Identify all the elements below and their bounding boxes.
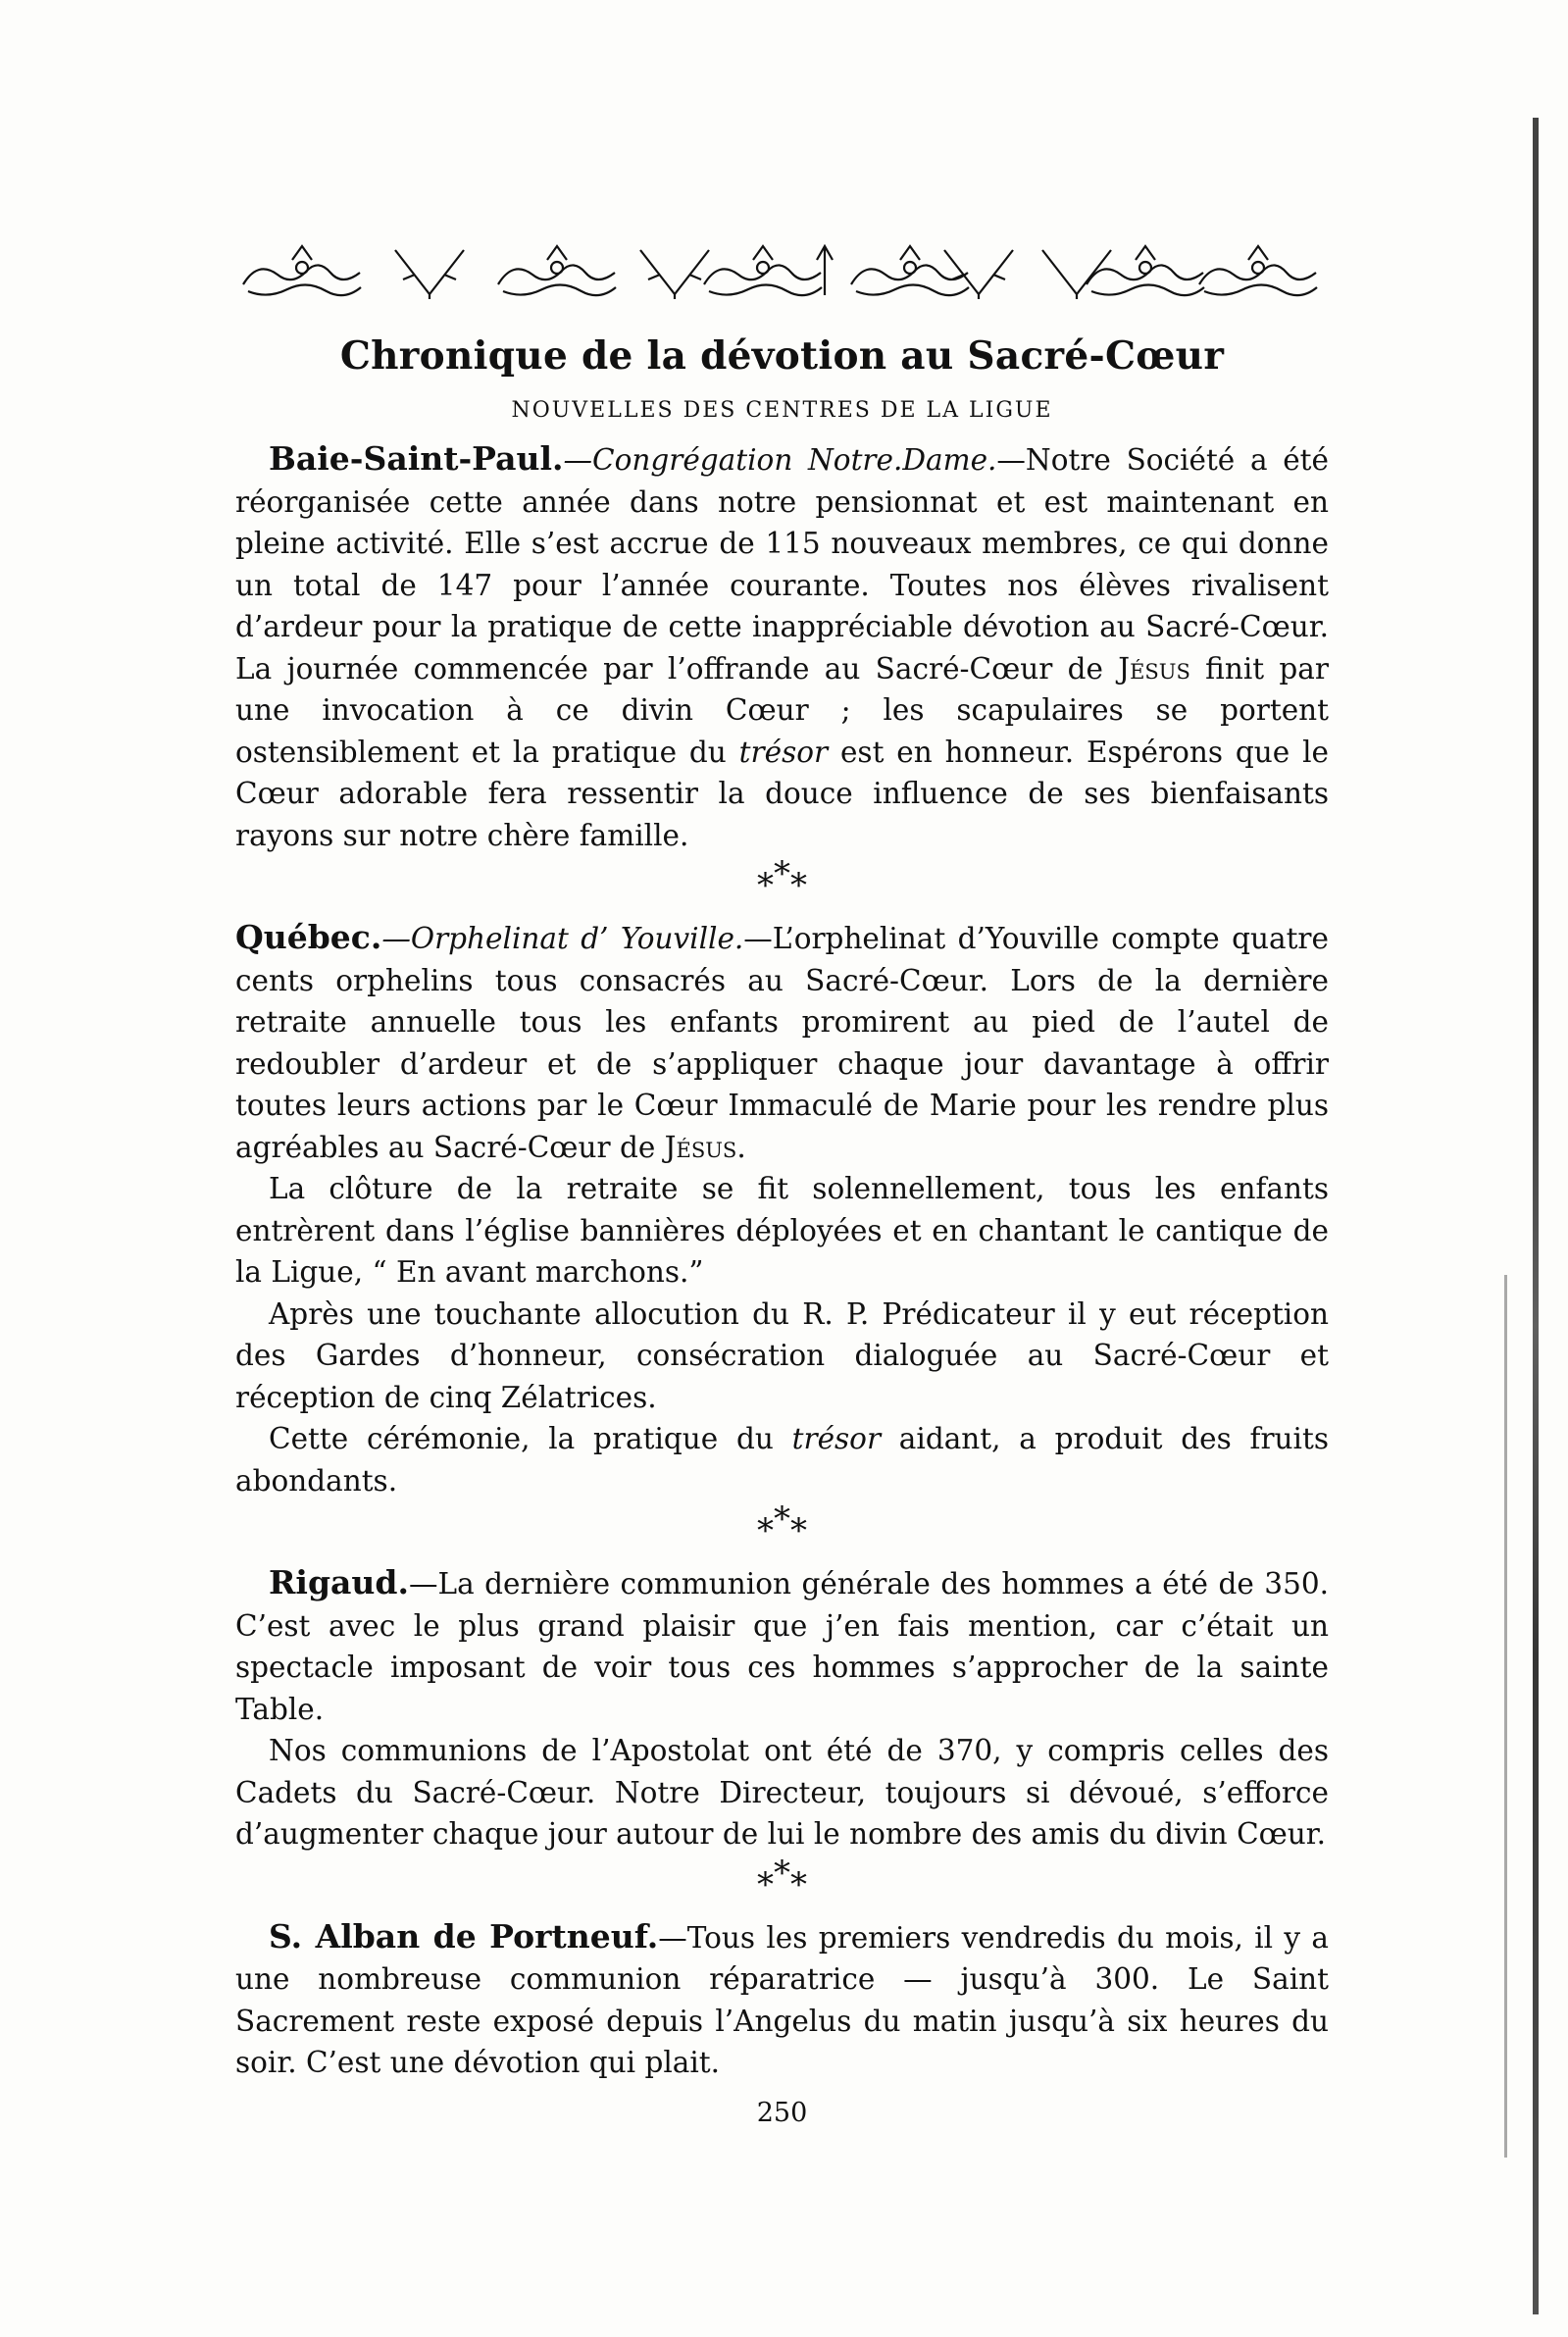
place-dash: —	[563, 443, 593, 477]
body-text: est en honneur. Espérons que le Cœur adorable fera ressentir la douce influence de ses bienfaisants rayons sur notre chère famille.	[235, 735, 1329, 852]
section-separator: ***	[757, 1499, 807, 1550]
place-heading: Rigaud.	[269, 1563, 409, 1601]
place-heading: Québec.	[235, 918, 382, 956]
body-text: —Tous les premiers vendredis du mois, il y a une nombreuse communion réparatrice — jusqu’à 300. Le Saint Sacrement reste exposé depuis l’Angelus du matin jusqu’à six heures du soir. C’est une dévotion qui plait.	[235, 1920, 1330, 2079]
section-quebec: Québec.—Orphelinat d’ Youville.—L’orphelinat d’Youville compte quatre cents orphelins tous consacrés au Sacré-Cœur. Lors de la dernière retraite annuelle tous les enfants promirent au pied de l’autel de redoubler d’ardeur et de s’appliquer chaque jour davantage à offrir toutes leurs actions par le Cœur Immaculé de Marie pour les rendre plus agréables au Sacré-Cœur de Jésus.	[235, 918, 1329, 1164]
institution-name: Orphelinat d’ Youville.	[410, 922, 744, 955]
section-s-alban-de-portneuf	[235, 1916, 1329, 2084]
section-rigaud	[235, 1562, 1329, 1730]
paragraph: La clôture de la retraite se fit solennellement, tous les enfants entrèrent dans l’église bannières déployées et en chantant le cantique de la Ligue, “ En avant marchons.”	[235, 1172, 1329, 1289]
body-text: —La dernière communion générale des hommes a été de 350. C’est avec le plus grand plaisir que j’en fais mention, car c’était un spectacle imposant de voir tous ces hommes s’approcher de la sainte Table.	[235, 1567, 1329, 1726]
place-heading: S. Alban de Portneuf.	[269, 1916, 659, 1956]
body-text: finit par une invocation à ce divin Cœur ; les scapulaires se portent ostensiblement et la pratique du	[235, 651, 1329, 769]
place-heading: Baie-Saint-Paul.	[269, 439, 564, 478]
body-text: —Notre Société a été réorganisée cette année dans notre pensionnat et est maintenant en pleine activité. Elle s’est accrue de 115 nouveaux membres, ce qui donne un total de 147 pour l’année courante. Toutes nos élèves rivalisent d’ardeur pour la pratique de cette inappréciable dévotion au Sacré-Cœur. La journée commencée par l’offrande au Sacré-Cœur de	[235, 443, 1329, 686]
paragraph: Nos communions de l’Apostolat ont été de 370, y compris celles des Cadets du Sacré-Cœur. Notre Directeur, toujours si dévoué, s’efforce d’augmenter chaque jour autour de lui le nombre des amis du divin Cœur.	[235, 1734, 1329, 1851]
body-text-smallcaps: Jésus	[1118, 651, 1190, 686]
page-title: Chronique de la dévotion au Sacré-Cœur	[339, 333, 1225, 379]
page-edge-shadow	[1533, 118, 1539, 2314]
page-edge-shadow-inner	[1504, 1275, 1507, 2158]
paragraph: Cette cérémonie, la pratique du trésor aidant, a produit des fruits abondants.	[235, 1422, 1329, 1498]
body-text-italic: trésor	[738, 735, 829, 769]
section-baie-saint-paul	[235, 438, 1329, 856]
page-number: 250	[756, 2097, 808, 2128]
page-content	[235, 333, 1329, 2128]
body-text: —L’orphelinat d’Youville compte quatre cents orphelins tous consacrés au Sacré-Cœur. Lors de la dernière retraite annuelle tous les enfants promirent au pied de l’autel de redoubler d’ardeur et de s’appliquer chaque jour davantage à offrir toutes leurs actions par le Cœur Immaculé de Marie pour les rendre plus agréables au Sacré-Cœur de	[235, 922, 1329, 1164]
place-dash: —	[381, 922, 411, 955]
header-ornament	[233, 240, 1332, 309]
section-separator: ***	[757, 1853, 807, 1905]
body-text-smallcaps: Jésus	[664, 1130, 737, 1164]
paragraph: Après une touchante allocution du R. P. Prédicateur il y eut réception des Gardes d’honneur, consécration dialoguée au Sacré-Cœur et réception de cinq Zélatrices.	[235, 1296, 1329, 1414]
institution-name: Congrégation Notre.Dame.	[592, 443, 997, 477]
page-subtitle: NOUVELLES DES CENTRES DE LA LIGUE	[511, 398, 1053, 423]
section-separator: ***	[757, 854, 807, 905]
